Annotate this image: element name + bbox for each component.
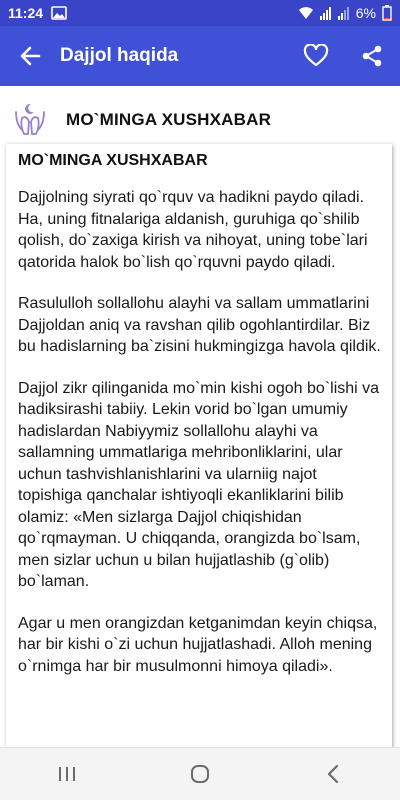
wifi-icon <box>298 6 314 20</box>
battery-percent: 6% <box>355 5 376 21</box>
article-paragraph: Dajjol zikr qilinganida mo`min kishi ogoh bo`lishi va hadiksirashi tabiiy. Lekin vorid bo`lgan umumiy hadislardan Nabiyymiz sollallohu alayhi va sallamning ummatlariga mehribonliklarini, ular uchun tashvishlanishlarini va ularniig najot topishiga qanchalar ishtiyoqli ekanliklarini bilib olamiz: «Men sizlarga Dajjol chiqishidan qo`rqmayman. U chiqqanda, orangizda bo`lsam, men sizlar uchun u bilan hujjatlashib (g`olib) bo`laman. <box>18 379 380 590</box>
recent-apps-icon <box>57 765 77 783</box>
page-title: Dajjol haqida <box>60 45 179 66</box>
home-button[interactable] <box>170 748 230 800</box>
article-paragraph: Rasululloh sollallohu alayhi va sallam ummatlarini Dajjoldan aniq va ravshan qilib ogohlantirdilar. Biz bu hadislarning ba`zisini hukmingizga havola qildik. <box>18 295 381 355</box>
home-icon <box>189 763 211 785</box>
system-back-button[interactable] <box>303 748 363 800</box>
article-paragraph: Agar u men orangizdan ketganimdan keyin chiqsa, har bir kishi o`zi uchun hujjatlashadi. Alloh mening o`rnimga har bir musulmonni himoya qiladi». <box>18 614 378 675</box>
share-button[interactable] <box>344 26 400 86</box>
back-button[interactable] <box>0 26 60 86</box>
signal-icon <box>320 6 332 20</box>
favorite-button[interactable] <box>288 26 344 86</box>
back-icon <box>326 764 340 784</box>
share-icon <box>360 44 384 68</box>
status-time: 11:24 <box>8 5 44 21</box>
signal-icon <box>338 6 350 20</box>
image-icon <box>51 6 67 20</box>
article-heading: MO`MINGA XUSHXABAR <box>66 110 272 129</box>
recent-apps-button[interactable] <box>37 748 97 800</box>
praying-hands-icon <box>10 100 50 140</box>
app-bar <box>0 26 400 86</box>
battery-icon <box>382 5 392 21</box>
heart-icon <box>303 44 329 68</box>
article-card <box>6 144 392 747</box>
article-paragraph: Dajjolning siyrati qo`rquv va hadikni paydo qiladi. Ha, uning fitnalariga aldanish, guruhiga qo`shilib qolish, do`zaxiga kirish va nihoyat, uning tobe`lari qatorida halok bo`lish qo`rquvni paydo qiladi. <box>18 189 368 271</box>
article-header <box>10 100 390 140</box>
content-area[interactable] <box>0 86 400 747</box>
status-bar <box>0 0 400 26</box>
back-arrow-icon <box>19 45 41 67</box>
navigation-bar <box>0 747 400 800</box>
article-subtitle: MO`MINGA XUSHXABAR <box>18 152 208 169</box>
